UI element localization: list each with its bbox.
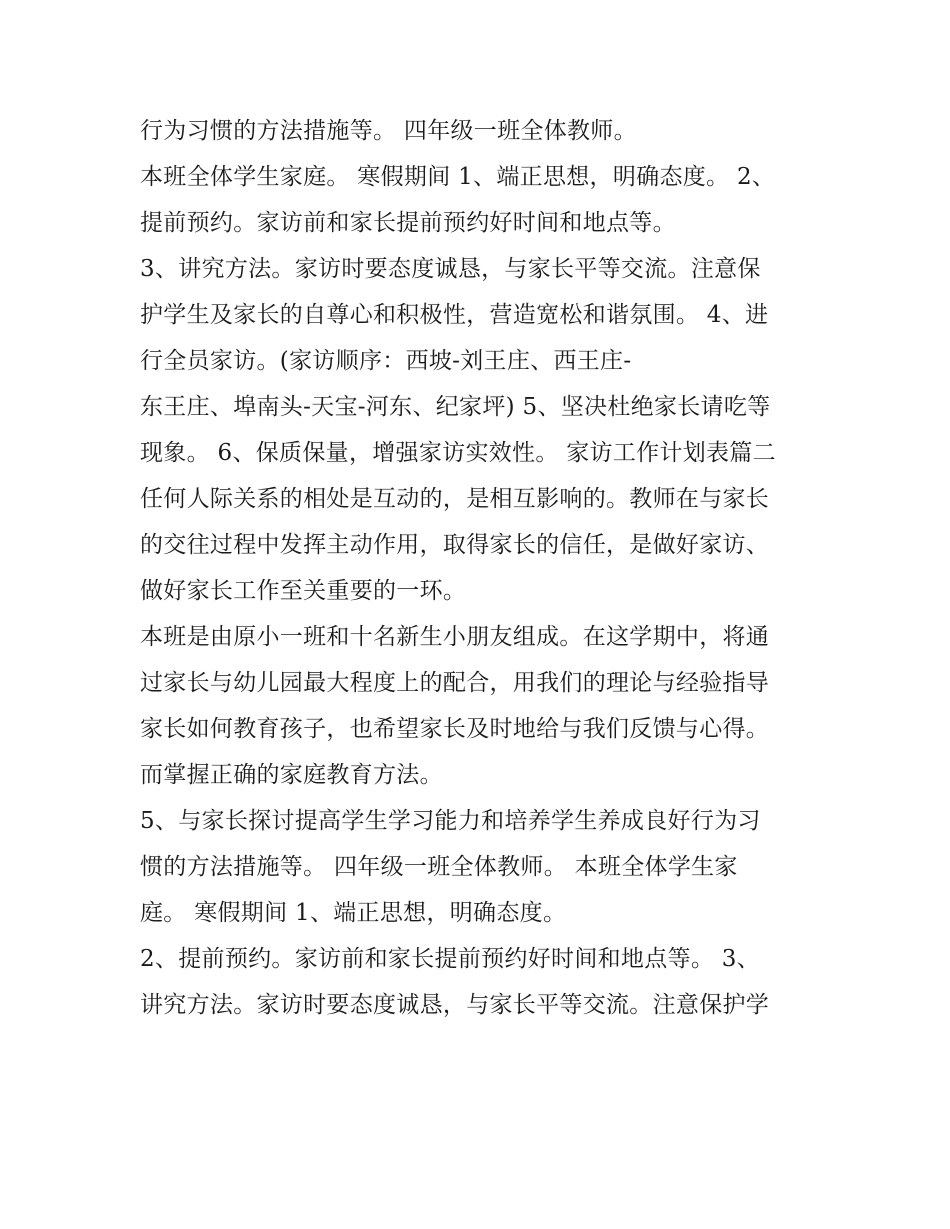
text-line: 的交往过程中发挥主动作用，取得家长的信任，是做好家访、 xyxy=(140,532,770,558)
text-line: 护学生及家长的自尊心和积极性，营造宽松和谐氛围。 4、进 xyxy=(140,302,769,328)
document-body xyxy=(140,108,820,1028)
text-line: 做好家长工作至关重要的一环。 xyxy=(140,578,467,604)
text-line: 讲究方法。家访时要态度诚恳，与家长平等交流。注意保护学 xyxy=(140,992,770,1018)
text-line: 本班全体学生家庭。 寒假期间 1、端正思想，明确态度。 2、 xyxy=(140,164,776,190)
text-line: 庭。 寒假期间 1、端正思想，明确态度。 xyxy=(140,900,567,926)
text-line: 3、讲究方法。家访时要态度诚恳，与家长平等交流。注意保 xyxy=(140,256,761,282)
text-line: 2、提前预约。家访前和家长提前预约好时间和地点等。 3、 xyxy=(140,946,760,972)
text-line: 东王庄、埠南头-天宝-河东、纪家坪) 5、坚决杜绝家长请吃等 xyxy=(140,394,771,420)
text-line: 惯的方法措施等。 四年级一班全体教师。 本班全体学生家 xyxy=(140,854,738,880)
text-line: 5、与家长探讨提高学生学习能力和培养学生养成良好行为习 xyxy=(140,808,761,834)
text-line: 行全员家访。(家访顺序：西坡-刘王庄、西王庄- xyxy=(140,348,632,374)
text-line: 而掌握正确的家庭教育方法。 xyxy=(140,762,443,788)
text-line: 过家长与幼儿园最大程度上的配合，用我们的理论与经验指导 xyxy=(140,670,770,696)
text-line: 行为习惯的方法措施等。 四年级一班全体教师。 xyxy=(140,118,637,144)
text-line: 现象。 6、保质保量，增强家访实效性。 家访工作计划表篇二 xyxy=(140,440,776,466)
text-line: 本班是由原小一班和十名新生小朋友组成。在这学期中，将通 xyxy=(140,624,770,650)
text-line: 任何人际关系的相处是互动的，是相互影响的。教师在与家长 xyxy=(140,486,770,512)
text-line: 家长如何教育孩子，也希望家长及时地给与我们反馈与心得。 xyxy=(140,716,770,742)
text-line: 提前预约。家访前和家长提前预约好时间和地点等。 xyxy=(140,210,676,236)
